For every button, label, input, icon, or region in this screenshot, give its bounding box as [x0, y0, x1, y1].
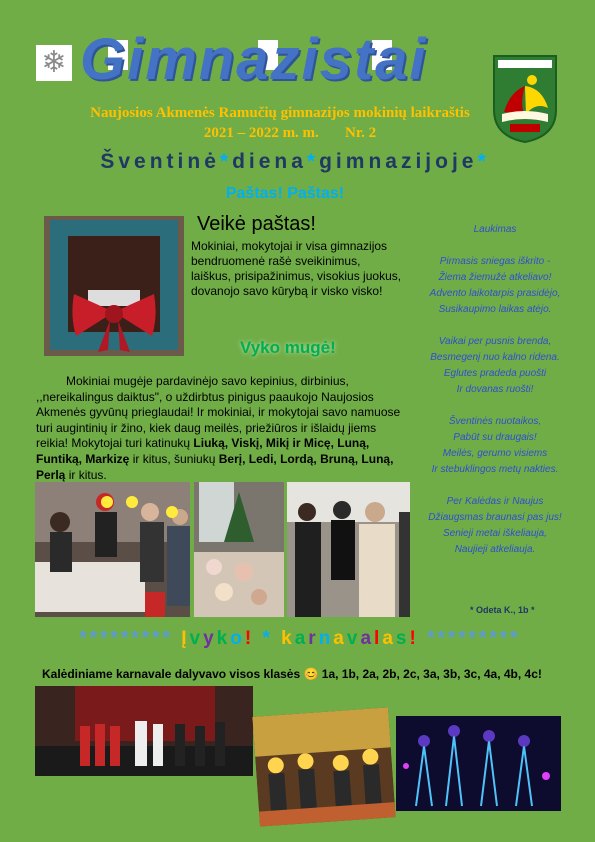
poem-author: * Odeta K., 1b *: [470, 605, 535, 615]
mail-kicker: Paštas! Paštas!: [225, 185, 345, 202]
headline-word: diena: [232, 150, 307, 173]
carnival-text: Kalėdiniame karnavale dalyvavo visos klasės 😊 1a, 1b, 2a, 2b, 2c, 3a, 3b, 3c, 4a, 4b, 4c!: [42, 667, 542, 681]
carnival-headline: [55, 628, 545, 650]
fair-text-intro: Mokiniai mugėje pardavinėjo savo kepinius, dirbinius, ,,nereikalingus daiktus", o uždirbtus pinigus paaukojo Naujosios Akmenės gyvūnų prieglaudai! Ir mokiniai, ir mokytojai savo namuose turi augintinių ir žino, kiek daug meilės, priežiūros ir išlaidų jiems reikia! Mokytojai turi katinukų: [36, 374, 401, 451]
poem-line: Per Kalėdas ir Naujus: [446, 496, 544, 507]
poem-line: Eglutes pradeda puošti: [443, 368, 547, 379]
fair-title: Vyko mugė!: [240, 338, 336, 357]
poem-line: Ir stebuklingos metų nakties.: [431, 464, 559, 475]
star-icon: *: [477, 150, 490, 173]
carnival-letter: a: [360, 628, 375, 649]
carnival-title: [181, 628, 419, 649]
poem-line: Pirmasis sniegas iškrito -: [439, 256, 551, 267]
carnival-letter: s: [395, 628, 410, 649]
fair-photo-2: [194, 482, 284, 617]
poem-line: Žiema žiemužė atkeliavo!: [438, 272, 552, 283]
snowflake-icon: ❄: [36, 45, 72, 81]
fair-photo-3: [287, 482, 410, 617]
poem-line: Šventinės nuotaikos,: [448, 416, 542, 427]
carnival-letter: Į: [181, 628, 190, 649]
fair-photo-1: [35, 482, 190, 617]
carnival-letter: r: [308, 628, 319, 649]
newspaper-subtitle: Naujosios Akmenės Ramučių gimnazijos mokinių laikraštis: [90, 105, 470, 121]
cat-names: Liuką, Viskį, Mikį ir Micę, Luną, Funtiką, Markizę: [36, 436, 370, 466]
star-row-icon: *********: [79, 628, 173, 649]
issue-info: 2021 – 2022 m. m. Nr. 2: [203, 125, 377, 141]
poem-line: Advento laikotarpis prasidėjo,: [429, 288, 561, 299]
carnival-letter: a: [333, 628, 347, 649]
carnival-letter: !: [409, 628, 419, 649]
carnival-photo-3: [396, 716, 561, 811]
poem-line: Džiaugsmas braunasi pas jus!: [428, 512, 562, 523]
carnival-letter: a: [294, 628, 309, 649]
poem-line: Besmegenį nuo kalno ridena.: [430, 352, 560, 363]
poem-title: Laukimas: [473, 224, 517, 235]
poem-line: Pabūt su draugais!: [453, 432, 537, 443]
poem-line: Ir dovanas ruošti!: [456, 384, 534, 395]
mailbox-photo: [44, 216, 184, 356]
poem-line: Meilės, gerumo visiems: [442, 448, 548, 459]
carnival-letter: *: [262, 628, 273, 649]
carnival-letter: v: [189, 628, 204, 649]
headline-word: gimnazijoje: [319, 150, 478, 173]
mail-title: Veikė paštas!: [197, 213, 316, 235]
carnival-letter: k: [281, 628, 295, 649]
carnival-letter: y: [203, 628, 217, 649]
carnival-letter: !: [244, 628, 255, 649]
poem-line: Naujieji atkeliauja.: [454, 544, 536, 555]
poem: [410, 222, 580, 558]
fair-text-end: ir kitus.: [65, 467, 107, 482]
fair-text-mid: ir kitus, šuniukų: [129, 451, 219, 466]
carnival-letter: v: [346, 628, 361, 649]
carnival-photo-1: [35, 686, 253, 776]
newspaper-title: Gimnazistai: [80, 27, 428, 92]
dog-names: Berį, Ledi, Lordą, Bruną, Luną, Perlą: [36, 451, 394, 482]
star-icon: *: [219, 150, 233, 173]
carnival-letter: a: [382, 628, 396, 649]
carnival-letter: l: [374, 628, 383, 649]
star-icon: *: [306, 150, 320, 173]
poem-line: Senieji metai iškeliauja,: [443, 528, 547, 539]
carnival-letter: k: [216, 628, 231, 649]
carnival-letter: n: [318, 628, 334, 649]
poem-line: Susikaupimo laikas atėjo.: [438, 304, 552, 315]
fair-text: [36, 374, 406, 483]
carnival-letter: o: [230, 628, 245, 649]
headline-word: Šventinė: [100, 150, 220, 173]
carnival-photo-2: [252, 707, 395, 826]
school-logo: [490, 52, 560, 144]
headline: [45, 150, 545, 174]
mail-text: Mokiniai, mokytojai ir visa gimnazijos bendruomenė rašė sveikinimus, laiškus, prisipažinimus, visokius juokus, dovanojo savo kūrybą ir visko visko!: [191, 239, 402, 298]
star-row-icon: *********: [427, 628, 521, 649]
poem-line: Vaikai per pusnis brenda,: [438, 336, 552, 347]
carnival-letter: [273, 628, 281, 649]
